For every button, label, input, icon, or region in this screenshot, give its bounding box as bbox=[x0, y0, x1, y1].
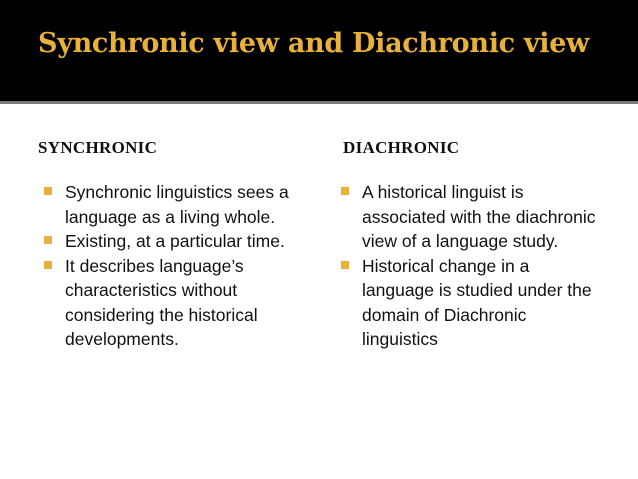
diachronic-column bbox=[335, 180, 600, 352]
square-bullet-icon bbox=[44, 187, 52, 195]
square-bullet-icon bbox=[341, 261, 349, 269]
synchronic-list bbox=[38, 180, 303, 352]
list-item-text: Synchronic linguistics sees a language as a living whole. bbox=[65, 182, 289, 227]
synchronic-column bbox=[38, 180, 303, 352]
list-item-text: Historical change in a language is studied under the domain of Diachronic linguistics bbox=[362, 255, 592, 349]
list-item bbox=[335, 180, 600, 254]
square-bullet-icon bbox=[44, 261, 52, 269]
list-item-text: It describes language’s characteristics without considering the historical developments. bbox=[65, 255, 258, 349]
diachronic-heading: DIACHRONIC bbox=[343, 138, 460, 157]
slide-title: Synchronic view and Diachronic view bbox=[38, 28, 590, 59]
list-item bbox=[38, 180, 303, 229]
square-bullet-icon bbox=[341, 187, 349, 195]
square-bullet-icon bbox=[44, 236, 52, 244]
title-bar bbox=[0, 0, 638, 101]
synchronic-heading: SYNCHRONIC bbox=[38, 138, 158, 157]
diachronic-list bbox=[335, 180, 600, 352]
list-item-text: A historical linguist is associated with the diachronic view of a language study. bbox=[362, 182, 596, 251]
list-item bbox=[38, 254, 303, 352]
list-item-text: Existing, at a particular time. bbox=[65, 231, 285, 251]
list-item bbox=[335, 254, 600, 352]
list-item bbox=[38, 229, 303, 254]
title-divider bbox=[0, 101, 638, 104]
